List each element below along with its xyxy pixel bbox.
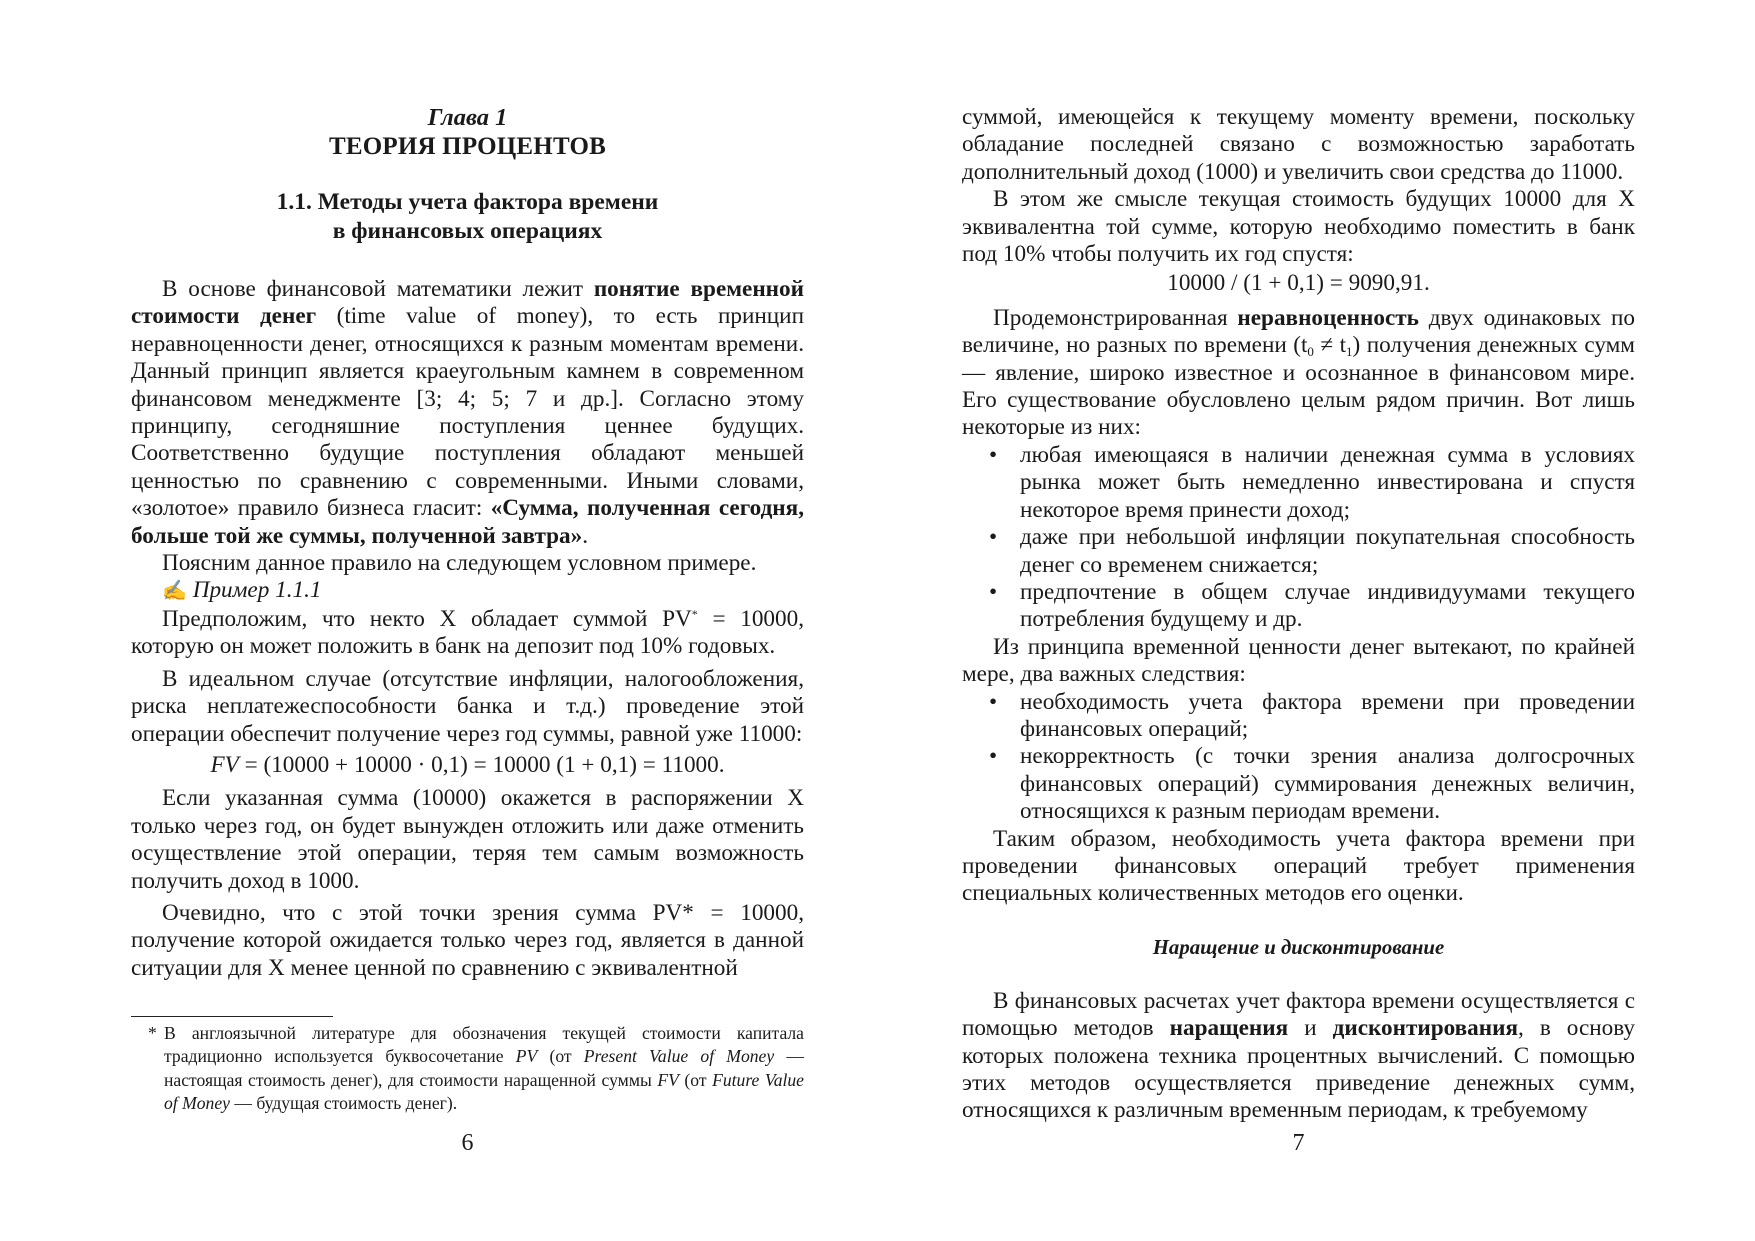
subheading: Наращение и дисконтирование [1152, 935, 1445, 959]
right-page [962, 0, 1635, 1241]
consequences-list [962, 689, 1635, 826]
paragraph-present-value: В этом же смысле текущая стоимость будущих 10000 для X эквивалентна той сумме, которую необходимо поместить в банк под 10% чтобы получить их год спустя: [962, 186, 1635, 268]
abbr-pv: PV [515, 1046, 538, 1067]
page-number-right: 7 [1292, 1130, 1305, 1156]
paragraph-ideal-case: В идеальном случае (отсутствие инфляции, налогообложения, риска неплатежеспособности банка и т.д.) проведение этой операции обеспечит получение через год суммы, равной уже 11000: [131, 665, 804, 747]
text: , в основу которых положена техника процентных вычислений. С помощью этих методов осуществляется приведение денежных сумм, относящихся к различным временным периодам, к требуемому [962, 1015, 1635, 1124]
text: В англоязычной литературе для обозначения текущей стоимости капитала традиционно используется буквосочетание [164, 1023, 804, 1067]
text: (time value of money), то есть принцип неравноценности денег, относящихся к разным моментам времени. Данный принцип является краеугольным камнем в современном финансовом менеджменте [3; 4; 5; 7 и др.]. Согласно этому принципу, сегодняшние поступления ценнее будущих. Соответственно будущие поступления обладают меньшей ценностью по сравнению с современными. Иными словами, «золотое» правило бизнеса гласит: [131, 303, 805, 522]
text: (от [678, 1069, 713, 1090]
subscript: 0 [1307, 344, 1314, 360]
list-item-text: любая имеющаяся в наличии денежная сумма в условиях рынка может быть немедленно инвестирована и спустя некоторое время принести доход; [1020, 441, 1635, 523]
term-discounting: дисконтирования [1332, 1015, 1519, 1042]
term-time-value: понятие временной стоимости денег [131, 276, 804, 330]
abbr-pv-expansion: Present Value of Money [583, 1046, 775, 1067]
golden-rule-quote: «Сумма, полученная сегодня, больше той же суммы, полученной завтра» [131, 495, 804, 549]
right-page-body [962, 104, 1635, 1125]
bullet-icon: • [989, 524, 998, 551]
text: двух одинаковых по величине, но разных по времени (t [962, 304, 1636, 359]
footnote-star: * [148, 1023, 157, 1043]
list-item-text: некорректность (с точки зрения анализа долгосрочных финансовых операций) суммирования денежных величин, относящихся к разным периодам времени. [1020, 743, 1635, 825]
text: . [582, 522, 589, 549]
bullet-icon: • [989, 688, 998, 715]
example-heading [131, 577, 804, 605]
term-nonequivalence: неравноценность [1237, 304, 1419, 331]
text: Продемонстрированная [993, 304, 1238, 331]
footnote-divider [131, 1016, 333, 1017]
chapter-label: Глава 1 [427, 104, 508, 131]
list-item [962, 579, 1635, 634]
list-item-text: необходимость учета фактора времени при проведении финансовых операций; [1020, 688, 1635, 742]
pen-writing-icon: ✍ [162, 580, 187, 603]
formula-fv [131, 752, 804, 779]
text: В финансовых расчетах учет фактора времени осуществляется с помощью методов [962, 987, 1635, 1042]
reasons-list [962, 442, 1635, 634]
footnote-marker: * [691, 606, 698, 621]
paragraph-delay: Если указанная сумма (10000) окажется в распоряжении X только через год, он будет вынужден отложить или даже отменить осуществление этой операции, теряя тем самым возможность получить доход в 1000. [131, 785, 804, 894]
paragraph-continued: суммой, имеющейся к текущему моменту времени, поскольку обладание последней связано с возможностью заработать дополнительный доход (1000) и увеличить свои средства до 11000. [962, 104, 1635, 185]
bullet-icon: • [989, 578, 998, 605]
section-heading-line-2: в финансовых операциях [332, 218, 603, 244]
text: = 10000, которую он может положить в банк на депозит под 10% годовых. [131, 605, 805, 660]
section-heading-line-1: 1.1. Методы учета фактора времени [276, 189, 659, 215]
subscript: 1 [1346, 344, 1353, 360]
formula-expression: = (10000 + 10000 · 0,1) = 10000 (1 + 0,1) = 11000. [238, 751, 725, 778]
paragraph-conclusion: Таким образом, необходимость учета фактора времени при проведении финансовых операций требует применения специальных количественных методов его оценки. [962, 825, 1635, 907]
left-page [131, 0, 804, 1241]
footnote-text [131, 1022, 804, 1115]
chapter-title: ТЕОРИЯ ПРОЦЕНТОВ [328, 133, 607, 160]
term-compounding: наращения [1169, 1015, 1289, 1042]
formula-discount: 10000 / (1 + 0,1) = 9090,91. [1167, 270, 1430, 297]
abbr-fv: FV [657, 1069, 679, 1090]
bullet-icon: • [989, 441, 998, 468]
list-item [962, 689, 1635, 744]
paragraph-nonequivalence [962, 305, 1635, 442]
footnote [131, 1022, 804, 1115]
list-item [962, 524, 1635, 579]
text: (от [537, 1046, 584, 1067]
text: ≠ t [1313, 332, 1347, 359]
list-item-text: предпочтение в общем случае индивидуумами текущего потребления будущему и др. [1020, 578, 1635, 633]
left-page-body [131, 104, 804, 982]
page-number-left: 6 [461, 1130, 474, 1156]
example-label: Пример 1.1.1 [192, 577, 322, 604]
paragraph-time-value [131, 276, 804, 550]
text: В основе финансовой математики лежит [162, 276, 594, 302]
paragraph-explain: Поясним данное правило на следующем условном примере. [162, 550, 757, 577]
list-item-text: даже при небольшой инфляции покупательная способность денег со временем снижается; [1020, 524, 1635, 578]
text: Предположим, что некто X обладает суммой PV [162, 605, 692, 632]
text: — будущая стоимость денег). [229, 1092, 458, 1113]
text: и [1288, 1015, 1333, 1042]
paragraph-obvious: Очевидно, что с этой точки зрения сумма PV* = 10000, получение которой ожидается только через год, является в данной ситуации для X менее ценной по сравнению с эквивалентной [131, 899, 804, 981]
list-item [962, 442, 1635, 524]
paragraph-suppose [131, 606, 804, 661]
section-heading [131, 188, 804, 246]
formula-variable: FV [210, 751, 239, 778]
paragraph-methods [962, 988, 1635, 1125]
paragraph-consequences: Из принципа временной ценности денег вытекают, по крайней мере, два важных следствия: [962, 633, 1635, 688]
abbr-fv-expansion: Future Value of Money [164, 1069, 804, 1113]
text: ) получения денежных сумм — явление, широко известное и осознанное в финансовом мире. Его существование обусловлено целым рядом причин. Вот лишь некоторые из них: [962, 332, 1635, 441]
bullet-icon: • [989, 743, 998, 770]
list-item [962, 743, 1635, 825]
text: — настоящая стоимость денег), для стоимости наращенной суммы [164, 1046, 804, 1090]
